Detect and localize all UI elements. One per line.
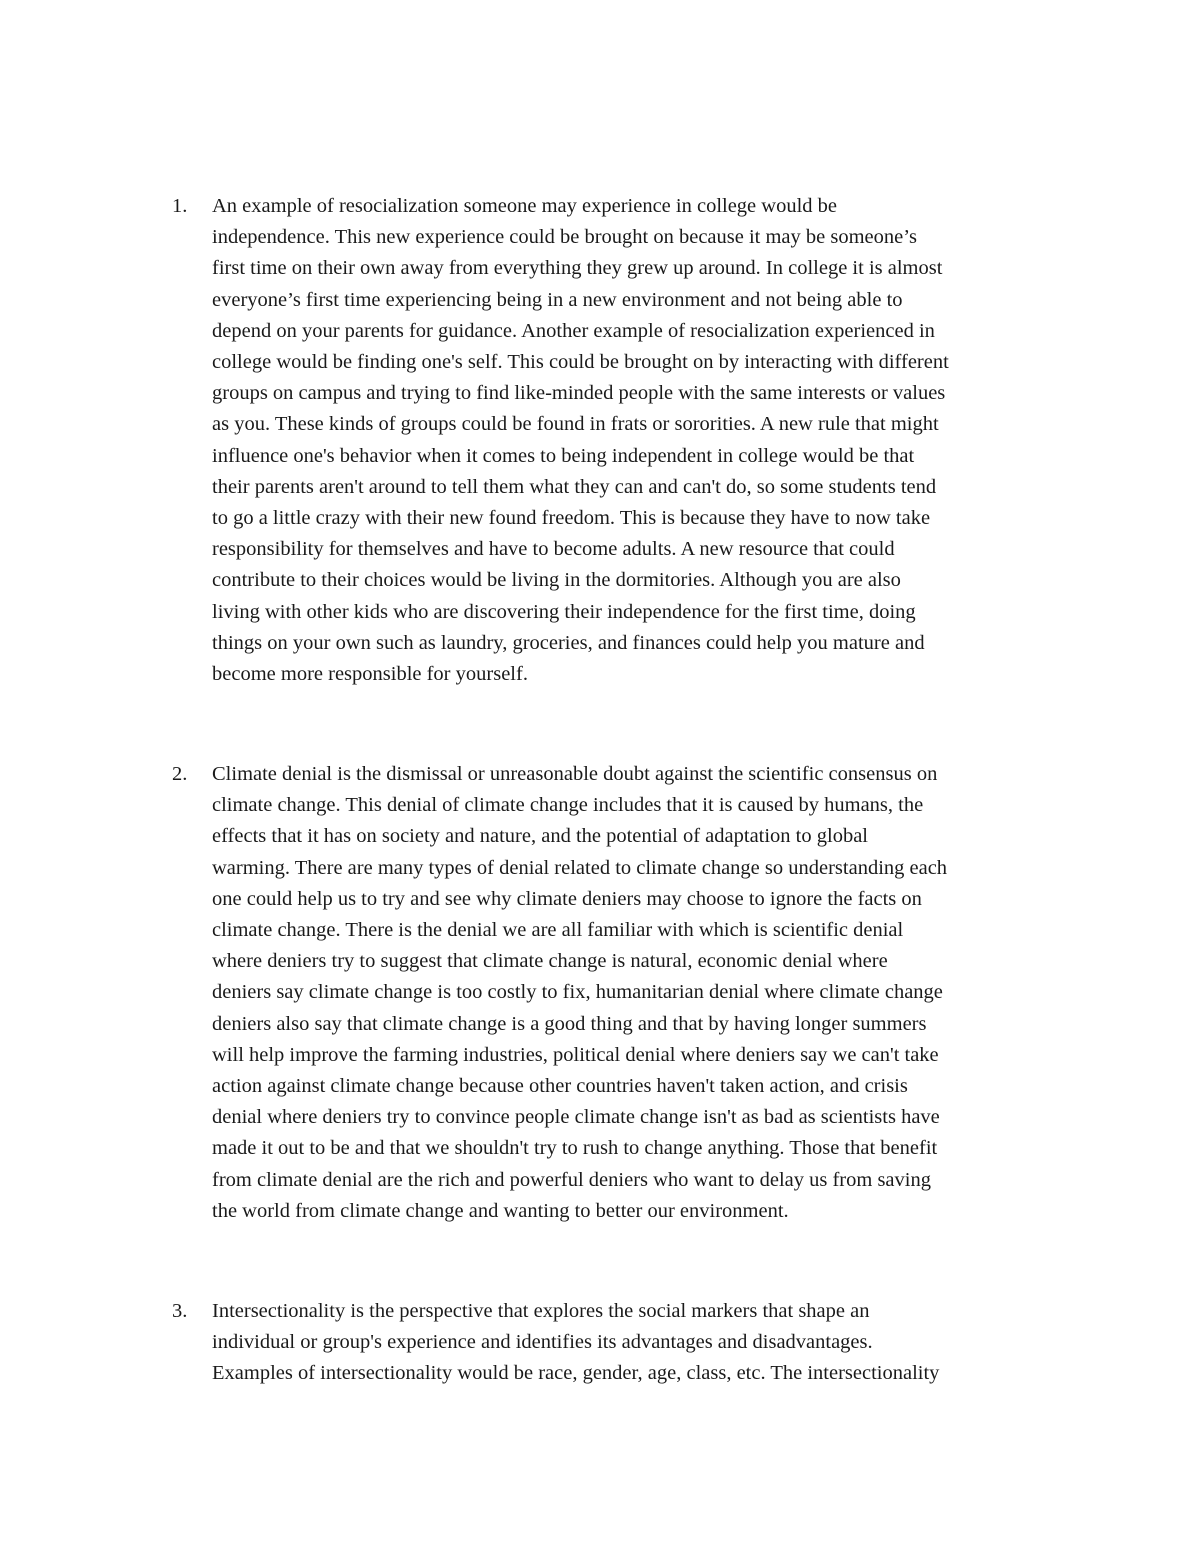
list-item-number: 3. (172, 1300, 188, 1322)
text-line: Intersectionality is the perspective that explores the social markers that shape an (212, 1300, 870, 1322)
text-line: deniers say climate change is too costly to fix, humanitarian denial where climate change (212, 981, 943, 1004)
text-line: the world from climate change and wanting to better our environment. (212, 1199, 789, 1222)
list-item-number: 1. (172, 195, 188, 217)
text-line: things on your own such as laundry, groceries, and finances could help you mature and (212, 631, 925, 654)
text-line: made it out to be and that we shouldn't try to rush to change anything. Those that benefit (212, 1137, 938, 1160)
text-line: effects that it has on society and nature, and the potential of adaptation to global (212, 825, 868, 848)
text-line: as you. These kinds of groups could be found in frats or sororities. A new rule that might (212, 413, 939, 436)
paragraph (212, 1296, 1072, 1390)
text-line: become more responsible for yourself. (212, 663, 528, 686)
text-line: An example of resocialization someone may experience in college would be (212, 195, 838, 217)
text-line: Climate denial is the dismissal or unreasonable doubt against the scientific consensus on (212, 763, 938, 785)
text-line: climate change. There is the denial we are all familiar with which is scientific denial (212, 919, 904, 942)
text-line: from climate denial are the rich and powerful deniers who want to delay us from saving (212, 1168, 931, 1191)
text-line: denial where deniers try to convince people climate change isn't as bad as scientists have (212, 1106, 940, 1129)
text-line: one could help us to try and see why climate deniers may choose to ignore the facts on (212, 887, 922, 910)
paragraph (212, 191, 1072, 690)
text-line: responsibility for themselves and have to become adults. A new resource that could (212, 538, 895, 561)
text-line: individual or group's experience and identifies its advantages and disadvantages. (212, 1331, 873, 1354)
text-line: influence one's behavior when it comes to being independent in college would be that (212, 444, 915, 467)
text-line: will help improve the farming industries, political denial where deniers say we can't take (212, 1043, 939, 1066)
list-item-number: 2. (172, 763, 188, 785)
text-line: independence. This new experience could be brought on because it may be someone’s (212, 226, 917, 249)
text-line: where deniers try to suggest that climate change is natural, economic denial where (212, 950, 888, 973)
text-line: their parents aren't around to tell them what they can and can't do, so some students tend (212, 475, 937, 498)
text-line: climate change. This denial of climate change includes that it is caused by humans, the (212, 794, 924, 817)
text-line: groups on campus and trying to find like-minded people with the same interests or values (212, 382, 946, 405)
text-line: first time on their own away from everything they grew up around. In college it is almost (212, 257, 943, 280)
text-line: deniers also say that climate change is a good thing and that by having longer summers (212, 1012, 927, 1035)
text-line: everyone’s first time experiencing being in a new environment and not being able to (212, 288, 903, 311)
text-line: living with other kids who are discovering their independence for the first time, doing (212, 600, 916, 623)
text-line: to go a little crazy with their new found freedom. This is because they have to now take (212, 507, 931, 530)
text-line: contribute to their choices would be living in the dormitories. Although you are also (212, 569, 901, 592)
text-line: Examples of intersectionality would be race, gender, age, class, etc. The intersectionality (212, 1362, 940, 1385)
text-line: depend on your parents for guidance. Another example of resocialization experienced in (212, 319, 935, 342)
text-line: college would be finding one's self. This could be brought on by interacting with different (212, 351, 949, 374)
text-line: action against climate change because other countries haven't taken action, and crisis (212, 1075, 908, 1098)
paragraph (212, 759, 1072, 1227)
text-line: warming. There are many types of denial related to climate change so understanding each (212, 856, 948, 879)
